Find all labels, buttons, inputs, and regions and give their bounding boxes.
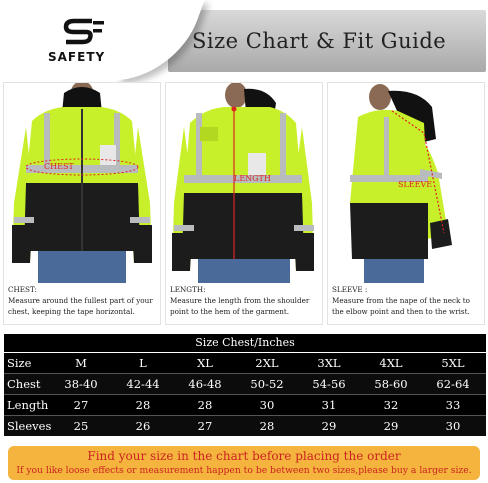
table-cell: 50-52 [250,377,284,391]
chest-caption-text: Measure around the fullest part of your chest, keeping the tape horizontal. [8,296,153,316]
table-cell: 27 [73,398,89,412]
table-cell: 27 [197,419,213,433]
sleeve-caption-text: Measure from the nape of the neck to the elbow point and then to the wrist. [332,296,470,316]
brand-name: SAFETY [48,50,106,64]
table-cell: 30 [445,419,461,433]
table-row-sleeves [4,416,486,436]
table-cell: 38-40 [64,377,98,391]
table-cell: 46-48 [188,377,222,391]
length-panel [165,82,323,325]
length-caption [170,284,320,317]
table-cell: 4XL [379,356,403,370]
s-logo-icon [62,18,106,46]
chest-caption [8,284,158,317]
table-cell: 54-56 [312,377,346,391]
table-cell: XL [197,356,213,370]
table-cell: 32 [383,398,399,412]
sleeve-measure-label: SLEEVE [398,180,433,189]
table-cell: 31 [321,398,337,412]
table-cell: 28 [197,398,213,412]
table-cell: L [139,356,147,370]
row-label: Sleeves [7,419,52,433]
notice-headline: Find your size in the chart before placing the order [87,449,401,463]
length-caption-text: Measure the length from the shoulder point to the hem of the garment. [170,296,310,316]
table-cell: 25 [73,419,89,433]
table-cell: 33 [445,398,461,412]
length-caption-heading: LENGTH: [170,285,206,294]
row-label: Chest [7,377,41,391]
table-row-length [4,395,486,415]
chest-photo [4,83,160,283]
table-cell: 29 [383,419,399,433]
chest-panel [3,82,161,325]
table-cell: 28 [135,398,151,412]
table-row-chest [4,374,486,394]
table-cell: 29 [321,419,337,433]
page-title: Size Chart & Fit Guide [192,29,447,53]
table-cell: 5XL [441,356,465,370]
notice-subtext: If you like loose effects or measurement happen to be between two sizes,please buy a larger size. [16,465,472,476]
sleeve-caption-heading: SLEEVE : [332,285,368,294]
table-cell: 30 [259,398,275,412]
order-notice [8,446,480,480]
sleeve-photo [328,83,484,283]
table-cell: 3XL [317,356,341,370]
table-cell: 26 [135,419,151,433]
table-cell: M [75,356,87,370]
chest-caption-heading: CHEST: [8,285,37,294]
table-cell: 2XL [255,356,279,370]
row-label: Length [7,398,49,412]
table-row-size [4,353,486,373]
sleeve-panel [327,82,485,325]
table-cell: 28 [259,419,275,433]
table-cell: 58-60 [374,377,408,391]
length-measure-label: LENGTH [234,174,271,183]
table-cell: 42-44 [126,377,160,391]
chest-measure-label: CHEST [44,162,74,171]
row-label: Size [7,356,32,370]
size-table-title: Size Chest/Inches [4,334,486,352]
table-cell: 62-64 [436,377,470,391]
length-photo [166,83,322,283]
sleeve-caption [332,284,482,317]
